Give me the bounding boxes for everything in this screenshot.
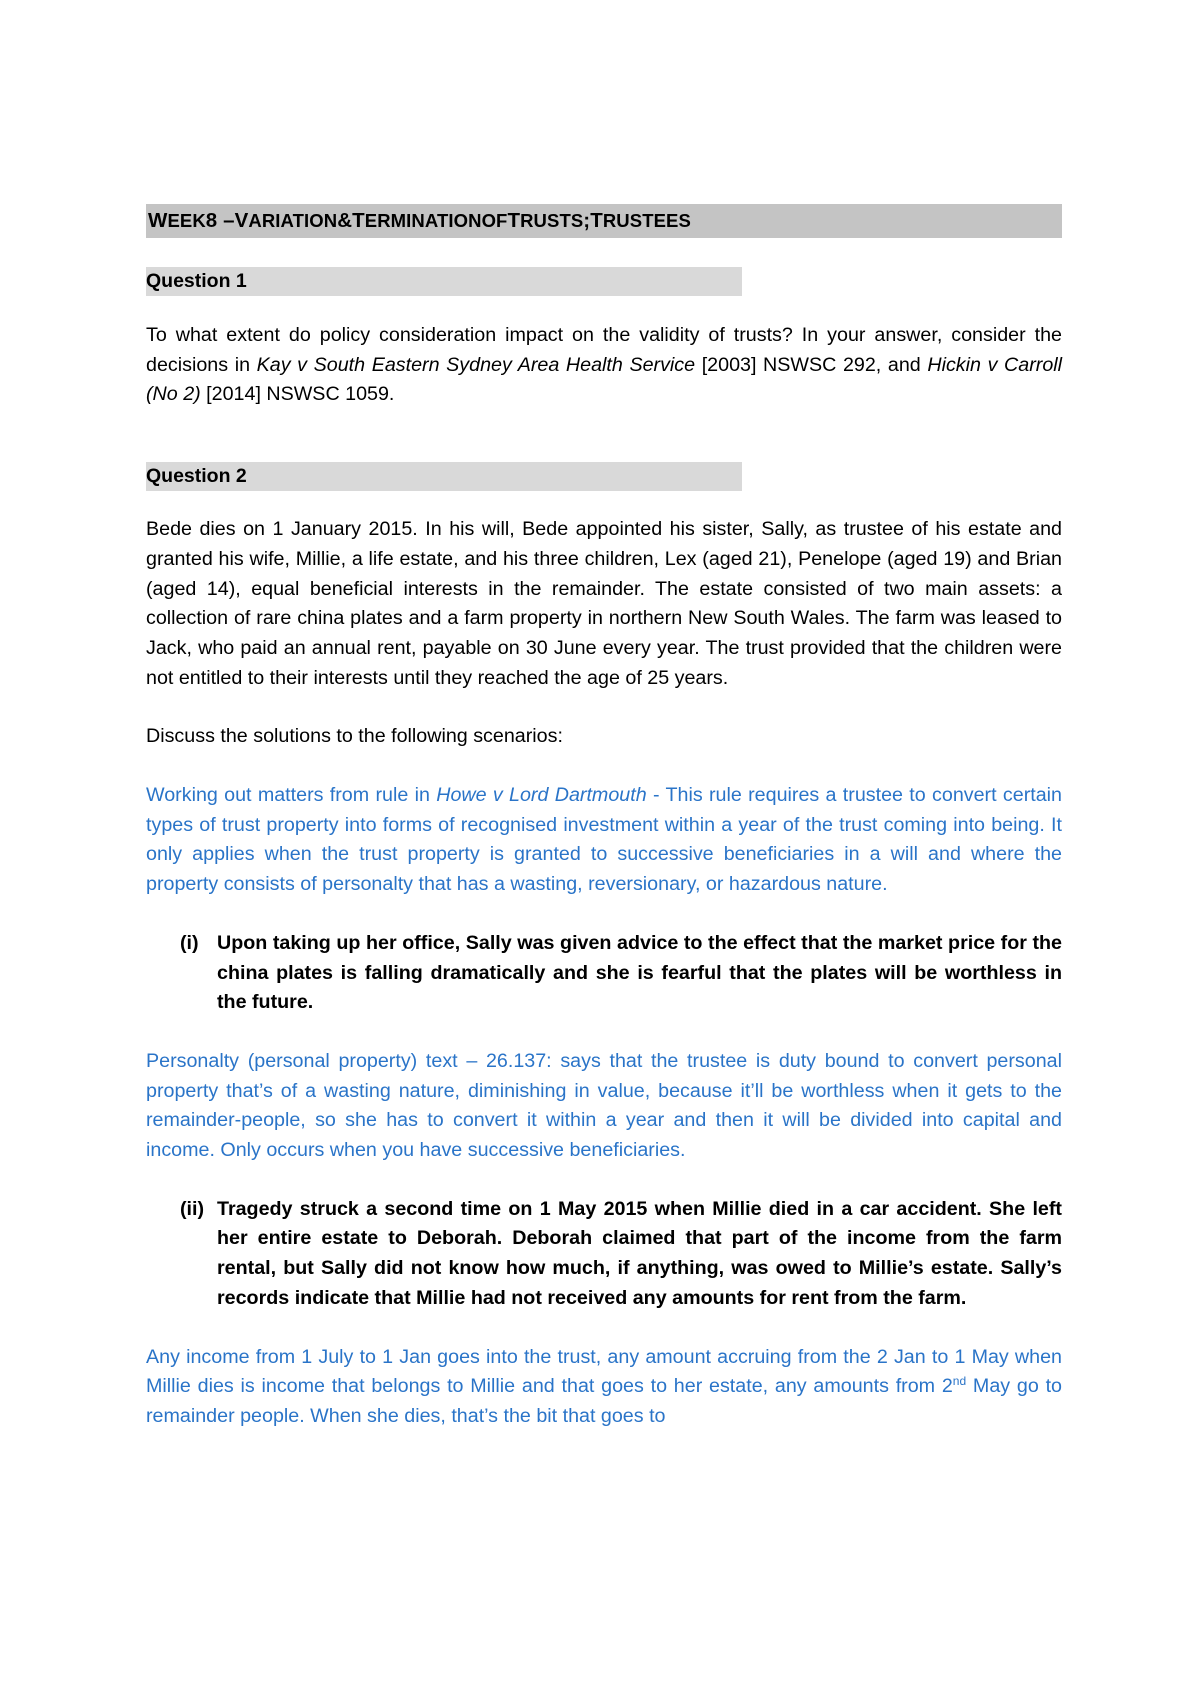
title-part: OF bbox=[481, 210, 508, 231]
title-part: RUSTEES bbox=[602, 210, 691, 231]
annotation-howe-rule bbox=[146, 781, 1062, 900]
annotation-personalty: Personalty (personal property) text – 26.137: says that the trustee is duty bound to convert personal property that’s of a wasting nature, diminishing in value, because it’ll be worthless when it gets to the remainder-people, so she has to convert it within a year and then it will be divided into capital and income. Only occurs when you have successive beneficiaries. bbox=[146, 1049, 1062, 1162]
title-part: V bbox=[234, 209, 249, 232]
title-part: 8 – bbox=[205, 209, 235, 232]
scenario-text: Tragedy struck a second time on 1 May 2015 when Millie died in a car accident. She left her entire estate to Deborah. Deborah claimed that part of the income from the farm rental, but Sally did not know how much, if anything, was owed to Millie’s estate. Sally’s records indicate that Millie had not received any amounts for rent from the farm. bbox=[217, 1197, 1062, 1309]
annotation-income-apportionment bbox=[146, 1343, 1062, 1432]
annotation-part: Any income from 1 July to 1 Jan goes into the trust, any amount accruing from the 2 Jan to 1 May when Millie dies is income that belongs to Millie and that goes to her estate, any amounts from 2 bbox=[146, 1345, 1062, 1398]
title-part: ERMINATION bbox=[364, 210, 482, 231]
title-part: W bbox=[148, 209, 168, 232]
question-1-text bbox=[146, 321, 1062, 410]
title-part: & bbox=[337, 209, 353, 232]
case-citation: Howe v Lord Dartmouth bbox=[436, 784, 647, 807]
scenario-text: Upon taking up her office, Sally was given advice to the effect that the market price for the china plates is falling dramatically and she is fearful that the plates will be worthless in the future. bbox=[217, 931, 1062, 1014]
list-marker: (i) bbox=[180, 931, 199, 954]
question-2-heading: Question 2 bbox=[146, 462, 742, 491]
title-part: RUSTS bbox=[520, 210, 584, 231]
title-part: EEK bbox=[167, 210, 206, 231]
q1-text-part: [2014] NSWSC 1059. bbox=[200, 383, 395, 406]
title-part: T bbox=[590, 209, 603, 232]
title-part: T bbox=[352, 209, 365, 232]
scenario-ii bbox=[180, 1195, 1062, 1314]
title-part: T bbox=[507, 209, 521, 232]
annotation-part: Working out matters from rule in bbox=[146, 784, 437, 807]
discuss-instruction: Discuss the solutions to the following scenarios: bbox=[146, 725, 563, 748]
superscript: nd bbox=[952, 1374, 967, 1389]
title-part: ARIATION bbox=[248, 210, 338, 231]
case-citation: Kay v South Eastern Sydney Area Health Service bbox=[256, 353, 696, 376]
question-1-heading: Question 1 bbox=[146, 267, 742, 296]
scenario-i bbox=[180, 929, 1062, 1018]
question-2-facts: Bede dies on 1 January 2015. In his will, Bede appointed his sister, Sally, as trustee of his estate and granted his wife, Millie, a life estate, and his three children, Lex (aged 21), Penelope (aged 19) and Brian (aged 14), equal beneficial interests in the remainder. The estate consisted of two main assets: a collection of rare china plates and a farm property in northern New South Wales. The farm was leased to Jack, who paid an annual rent, payable on 30 June every year. The trust provided that the children were not entitled to their interests until they reached the age of 25 years. bbox=[146, 518, 1062, 689]
q1-text-part: To what extent do policy consideration impact on the validity of trusts? In your answer, consider the decisions in bbox=[146, 324, 1062, 376]
q1-text-part: [2003] NSWSC 292, and bbox=[695, 353, 928, 376]
list-marker: (ii) bbox=[180, 1197, 205, 1220]
annotation-part: - This rule requires a trustee to convert certain types of trust property into forms of recognised investment within a year of the trust coming into being. It only applies when the trust property is granted to successive beneficiaries in a will and where the property consists of personalty that has a wasting, reversionary, or hazardous nature. bbox=[146, 784, 1062, 896]
annotation-part: May go to remainder people. When she dies, that’s the bit that goes to bbox=[146, 1375, 1062, 1427]
page-title bbox=[146, 204, 1062, 238]
case-citation: Hickin v Carroll (No 2) bbox=[146, 353, 1063, 406]
title-part: ; bbox=[583, 209, 591, 232]
